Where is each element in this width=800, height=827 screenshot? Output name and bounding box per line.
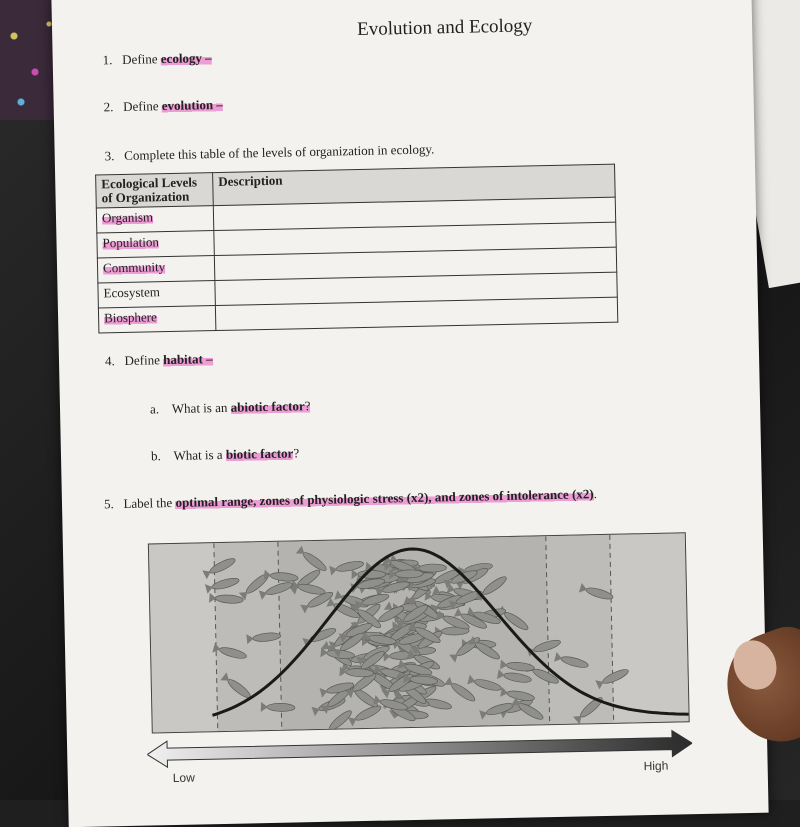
question-4a-label: a. bbox=[150, 401, 159, 416]
question-2 bbox=[104, 97, 223, 115]
levels-table bbox=[95, 164, 618, 334]
question-4-suffix: – bbox=[203, 351, 213, 366]
table-cell-level bbox=[96, 206, 213, 233]
tolerance-curve-svg bbox=[149, 533, 689, 732]
question-4 bbox=[105, 351, 213, 369]
level-biosphere: Biosphere bbox=[104, 309, 157, 325]
question-4-term: habitat bbox=[163, 351, 203, 367]
question-5-text: Label the bbox=[123, 495, 175, 511]
worksheet-paper bbox=[51, 0, 768, 827]
question-5-suffix: . bbox=[593, 486, 597, 501]
table-cell-level bbox=[97, 231, 214, 258]
question-4a-term: abiotic factor bbox=[230, 398, 304, 415]
level-population: Population bbox=[102, 234, 159, 250]
double-arrow-icon bbox=[147, 730, 692, 767]
level-community: Community bbox=[103, 259, 165, 275]
zone-stress-right bbox=[546, 535, 614, 724]
axis-low-label: Low bbox=[173, 771, 195, 785]
question-2-suffix: – bbox=[213, 97, 223, 112]
question-2-number: 2. bbox=[104, 99, 114, 114]
question-4a bbox=[150, 398, 311, 417]
question-3-text: Complete this table of the levels of organization in ecology. bbox=[124, 141, 434, 162]
question-4a-text: What is an bbox=[172, 400, 231, 416]
question-4b-suffix: ? bbox=[293, 445, 299, 460]
level-organism: Organism bbox=[102, 209, 153, 225]
question-2-term: evolution bbox=[162, 97, 214, 113]
question-4-number: 4. bbox=[105, 353, 115, 368]
table-cell-level bbox=[97, 256, 214, 283]
question-1-term: ecology bbox=[161, 50, 202, 66]
question-1-suffix: – bbox=[202, 50, 212, 65]
question-1-text: Define bbox=[122, 51, 161, 67]
level-ecosystem: Ecosystem bbox=[103, 284, 160, 300]
question-4-text: Define bbox=[124, 352, 163, 368]
page-title: Evolution and Ecology bbox=[357, 15, 533, 41]
table-cell-level bbox=[98, 281, 215, 308]
question-5-number: 5. bbox=[104, 496, 114, 511]
question-3 bbox=[105, 141, 435, 164]
question-4b-label: b. bbox=[151, 448, 161, 463]
question-5 bbox=[104, 486, 597, 512]
table-header-description: Description bbox=[213, 164, 616, 205]
question-2-text: Define bbox=[123, 98, 162, 114]
question-4a-suffix: ? bbox=[304, 398, 310, 413]
question-1-number: 1. bbox=[103, 52, 113, 67]
question-5-term: optimal range, zones of physiologic stress (x2), and zones of intolerance (x2) bbox=[175, 486, 593, 510]
table-cell-level bbox=[98, 306, 215, 333]
question-1 bbox=[103, 50, 212, 68]
axis-arrow bbox=[147, 728, 693, 769]
question-4b-term: biotic factor bbox=[226, 445, 294, 461]
question-3-number: 3. bbox=[105, 148, 115, 163]
table-header-levels: Ecological Levels of Organization bbox=[96, 173, 214, 208]
tolerance-curve-figure bbox=[148, 532, 690, 733]
axis-high-label: High bbox=[643, 759, 668, 774]
question-4b-text: What is a bbox=[173, 447, 226, 463]
question-4b bbox=[151, 445, 299, 464]
